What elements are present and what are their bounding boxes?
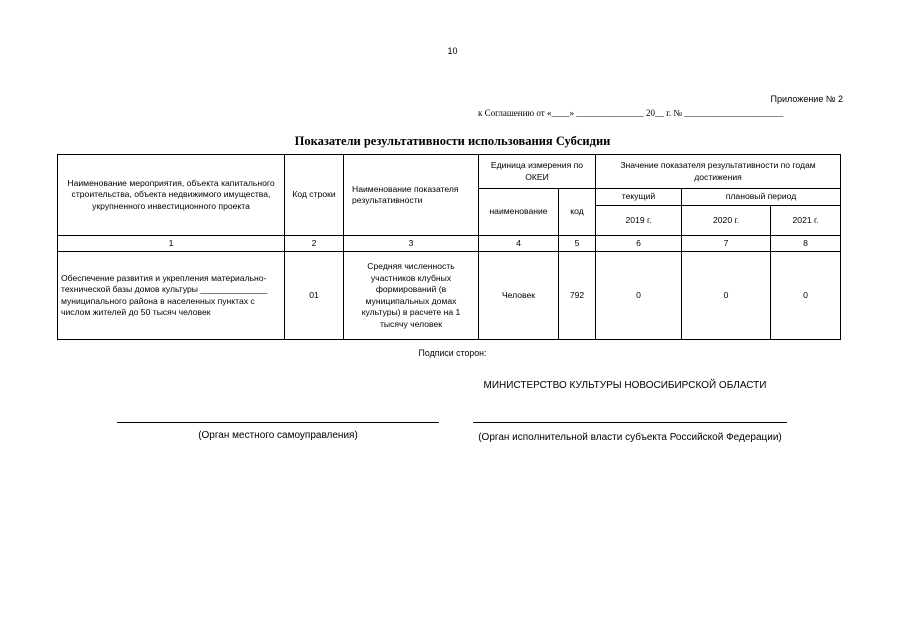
cell-code: 01 [285, 252, 344, 340]
table-row [58, 252, 841, 340]
cell-indicator: Средняя численность участников клубных формирований (в муниципальных домах культуры) в расчете на 1 тысячу человек [344, 252, 479, 340]
cell-value-2021: 0 [771, 252, 841, 340]
header-unit-name: наименование [479, 189, 559, 236]
header-year-2020: 2020 г. [682, 206, 771, 236]
agreement-line: к Соглашению от «____» _______________ 20__ г. № ______________________ [478, 108, 784, 118]
header-planned: плановый период [682, 189, 841, 206]
signature-line-right [473, 422, 787, 423]
header-event: Наименование мероприятия, объекта капитального строительства, объекта недвижимого имущества, укрупненного инвестиционного проекта [58, 155, 285, 236]
column-number: 8 [771, 236, 841, 252]
signature-line-left [117, 422, 439, 423]
column-number: 6 [596, 236, 682, 252]
column-number: 4 [479, 236, 559, 252]
header-value: Значение показателя результативности по годам достижения [596, 155, 841, 189]
cell-unit-name: Человек [479, 252, 559, 340]
page-number: 10 [447, 46, 458, 56]
cell-value-2020: 0 [682, 252, 771, 340]
page-title: Показатели результативности использования Субсидии [294, 134, 611, 148]
cell-value-2019: 0 [596, 252, 682, 340]
header-unit-code: код [559, 189, 596, 236]
caption-regional-authority: (Орган исполнительной власти субъекта Российской Федерации) [478, 432, 782, 443]
header-indicator: Наименование показателя результативности [344, 155, 479, 236]
header-current: текущий [596, 189, 682, 206]
ministry-name: МИНИСТЕРСТВО КУЛЬТУРЫ НОВОСИБИРСКОЙ ОБЛАСТИ [483, 380, 767, 391]
cell-unit-code: 792 [559, 252, 596, 340]
column-number: 5 [559, 236, 596, 252]
indicators-table [57, 154, 841, 340]
header-year-2021: 2021 г. [771, 206, 841, 236]
column-number: 7 [682, 236, 771, 252]
signatures-label: Подписи сторон: [418, 348, 487, 358]
column-number: 2 [285, 236, 344, 252]
caption-local-government: (Орган местного самоуправления) [198, 430, 358, 441]
cell-event: Обеспечение развития и укрепления материально-технической базы домов культуры ______________ муниципального района в населенных пунктах с числом жителей до 50 тысяч человек [58, 252, 285, 340]
column-number: 3 [344, 236, 479, 252]
header-year-2019: 2019 г. [596, 206, 682, 236]
header-code: Код строки [285, 155, 344, 236]
column-number: 1 [58, 236, 285, 252]
header-unit: Единица измерения по ОКЕИ [479, 155, 596, 189]
appendix-label: Приложение № 2 [770, 94, 843, 104]
